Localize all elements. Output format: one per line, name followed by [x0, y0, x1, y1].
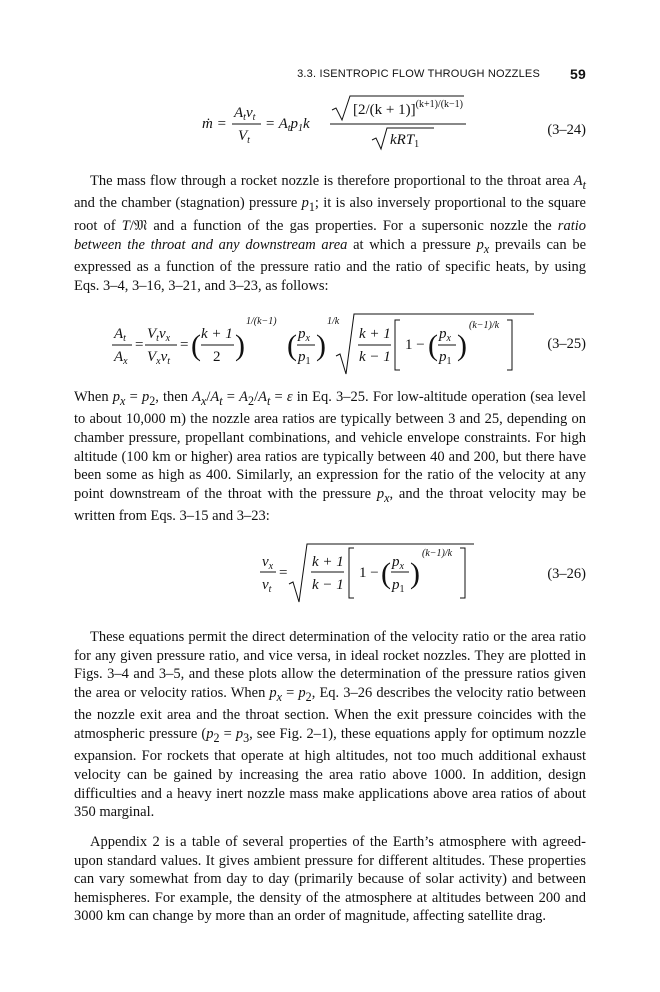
eq324-mid: = $A_tp_1k$ [265, 116, 310, 134]
eq325-root-den: k − 1 [359, 349, 391, 365]
equation-number-3-25: (3–25) [547, 336, 586, 352]
eq326-p-den: $p_1$ [392, 577, 405, 595]
eq324-root-den: kRT$_1$ [390, 132, 420, 150]
eq326-v-den: $v_t$ [262, 577, 272, 595]
equation-3-26 [74, 538, 586, 610]
eq324-lhs: ṁ = [202, 116, 227, 132]
eq324-root-num: $[2/(k + 1)]^{(k+1)/(k-1)}$ [353, 99, 463, 118]
eq325-bracket-open [395, 320, 400, 370]
eq326-one-minus: 1 − [359, 565, 379, 581]
eq325-eq2: = [180, 337, 189, 353]
eq325-k-den: 2 [213, 349, 221, 365]
eq325-paren-open-1: ( [191, 329, 201, 362]
equation-3-25-formula [74, 308, 500, 380]
paragraph-mass-flow: The mass flow through a rocket nozzle is therefore proportional to the throat area $A_t$ and the chamber (stagnation) pressure $p_1$; it is also inversely proportional to the square root of T/𝔐 and a function of the gas properties. For a supersonic nozzle the ratio between the throat and any downstream area at which a pressure $p_x$ prevails can be expressed as a function of the pressure ratio and the ratio of specific heats, by using Eqs. 3–4, 3–16, 3–21, and 3–23, as follows: [74, 173, 587, 294]
paragraph-equations-permit: These equations permit the direct determination of the velocity ratio or the area ratio for any given pressure ratio, and vice versa, in ideal rocket nozzles. They are plotted in Figs. 3–4 and 3–5, and these plots allow the determination of the pressure ratios given the area or velocity ratios. When $p_x = p_2$, Eq. 3–26 describes the velocity ratio between the nozzle exit area and the throat section. When the exit pressure coincides with the atmospheric pressure ($p_2 = p_3$, see Fig. 2–1), these equations apply for optimum nozzle expansion. For rockets that operate at high altitudes, not too much additional exhaust velocity can be gained by increasing the area ratio above 1000. In addition, design difficulties and a heavy inert nozzle mass make applications above area ratios of about 350 marginal. [74, 629, 587, 821]
eq325-root-num: k + 1 [359, 326, 391, 342]
equation-number-3-24: (3–24) [547, 122, 586, 138]
eq325-paren-close-1: ) [235, 329, 245, 362]
eq325-p-num: $p_x$ [298, 326, 310, 344]
eq325-exp3: (k−1)/k [469, 320, 500, 331]
eq325-a-den: $A_x$ [114, 349, 128, 367]
eq325-eq1: = [135, 337, 144, 353]
paragraph-area-ratios: When $p_x = p_2$, then $A_x/A_t = A_2/A_t = \varepsilon$ in Eq. 3–25. For low-altitude operation (sea level to about 10,000 m) the nozzle area ratios are typically between 3 and 25, depending on chamber pressure, propellant combinations, and vehicle envelope constraints. For high altitude (100 km or higher) area ratios are typically between 40 and 200, but there have been some as high as 400. Similarly, an expression for the ratio of the velocity at any point downstream of the throat with the pressure $p_x$, and the throat velocity may be written from Eqs. 3–15 and 3–23: [74, 389, 586, 525]
eq325-bracket-close [507, 320, 512, 370]
eq325-paren-close-2: ) [316, 329, 326, 362]
eq326-root-num: k + 1 [312, 554, 344, 570]
eq326-p-num: $p_x$ [392, 554, 404, 572]
eq324-frac-num: $A_tv_t$ [234, 105, 256, 123]
eq326-paren-open: ( [381, 557, 391, 590]
eq326-eq: = [279, 565, 288, 581]
section-title: 3.3. ISENTROPIC FLOW THROUGH NOZZLES [297, 68, 540, 80]
eq325-paren-open-3: ( [428, 329, 438, 362]
eq326-root-den: k − 1 [312, 577, 344, 593]
equation-3-26-formula [74, 538, 494, 610]
equation-number-3-26: (3–26) [547, 566, 586, 582]
eq326-paren-close: ) [410, 557, 420, 590]
eq326-exp: (k−1)/k [422, 548, 453, 559]
running-header [74, 66, 586, 84]
eq325-p2-den: $p_1$ [439, 349, 452, 367]
eq325-k-num: k + 1 [201, 326, 233, 342]
eq325-paren-open-2: ( [287, 329, 297, 362]
eq325-paren-close-3: ) [457, 329, 467, 362]
page-number: 59 [570, 66, 586, 82]
equation-3-25 [74, 308, 586, 380]
eq325-v-num: $V_tv_x$ [147, 326, 171, 344]
eq326-v-num: $v_x$ [262, 554, 274, 572]
eq325-v-den: $V_xv_t$ [147, 349, 171, 367]
eq325-p-den: $p_1$ [298, 349, 311, 367]
equation-3-24 [74, 92, 586, 154]
eq325-p2-num: $p_x$ [439, 326, 451, 344]
eq325-exp1: 1/(k−1) [246, 316, 277, 327]
eq326-bracket-close [460, 548, 465, 598]
eq324-frac-den: $V_t$ [238, 128, 250, 146]
eq325-one-minus: 1 − [405, 337, 425, 353]
paragraph-appendix-2: Appendix 2 is a table of several properties of the Earth’s atmosphere with agreed-upon standard values. It gives ambient pressure for different altitudes. These properties can vary somewhat from day to day (primarily because of solar activity) and between hemispheres. For example, the density of the atmosphere at altitudes between 200 and 3000 km can change by more than an order of magnitude, affecting satellite drag. [74, 834, 586, 925]
equation-3-24-formula [74, 92, 474, 154]
eq325-exp2: 1/k [327, 316, 340, 327]
eq325-a-num: $A_t$ [114, 326, 126, 344]
eq326-bracket-open [349, 548, 354, 598]
